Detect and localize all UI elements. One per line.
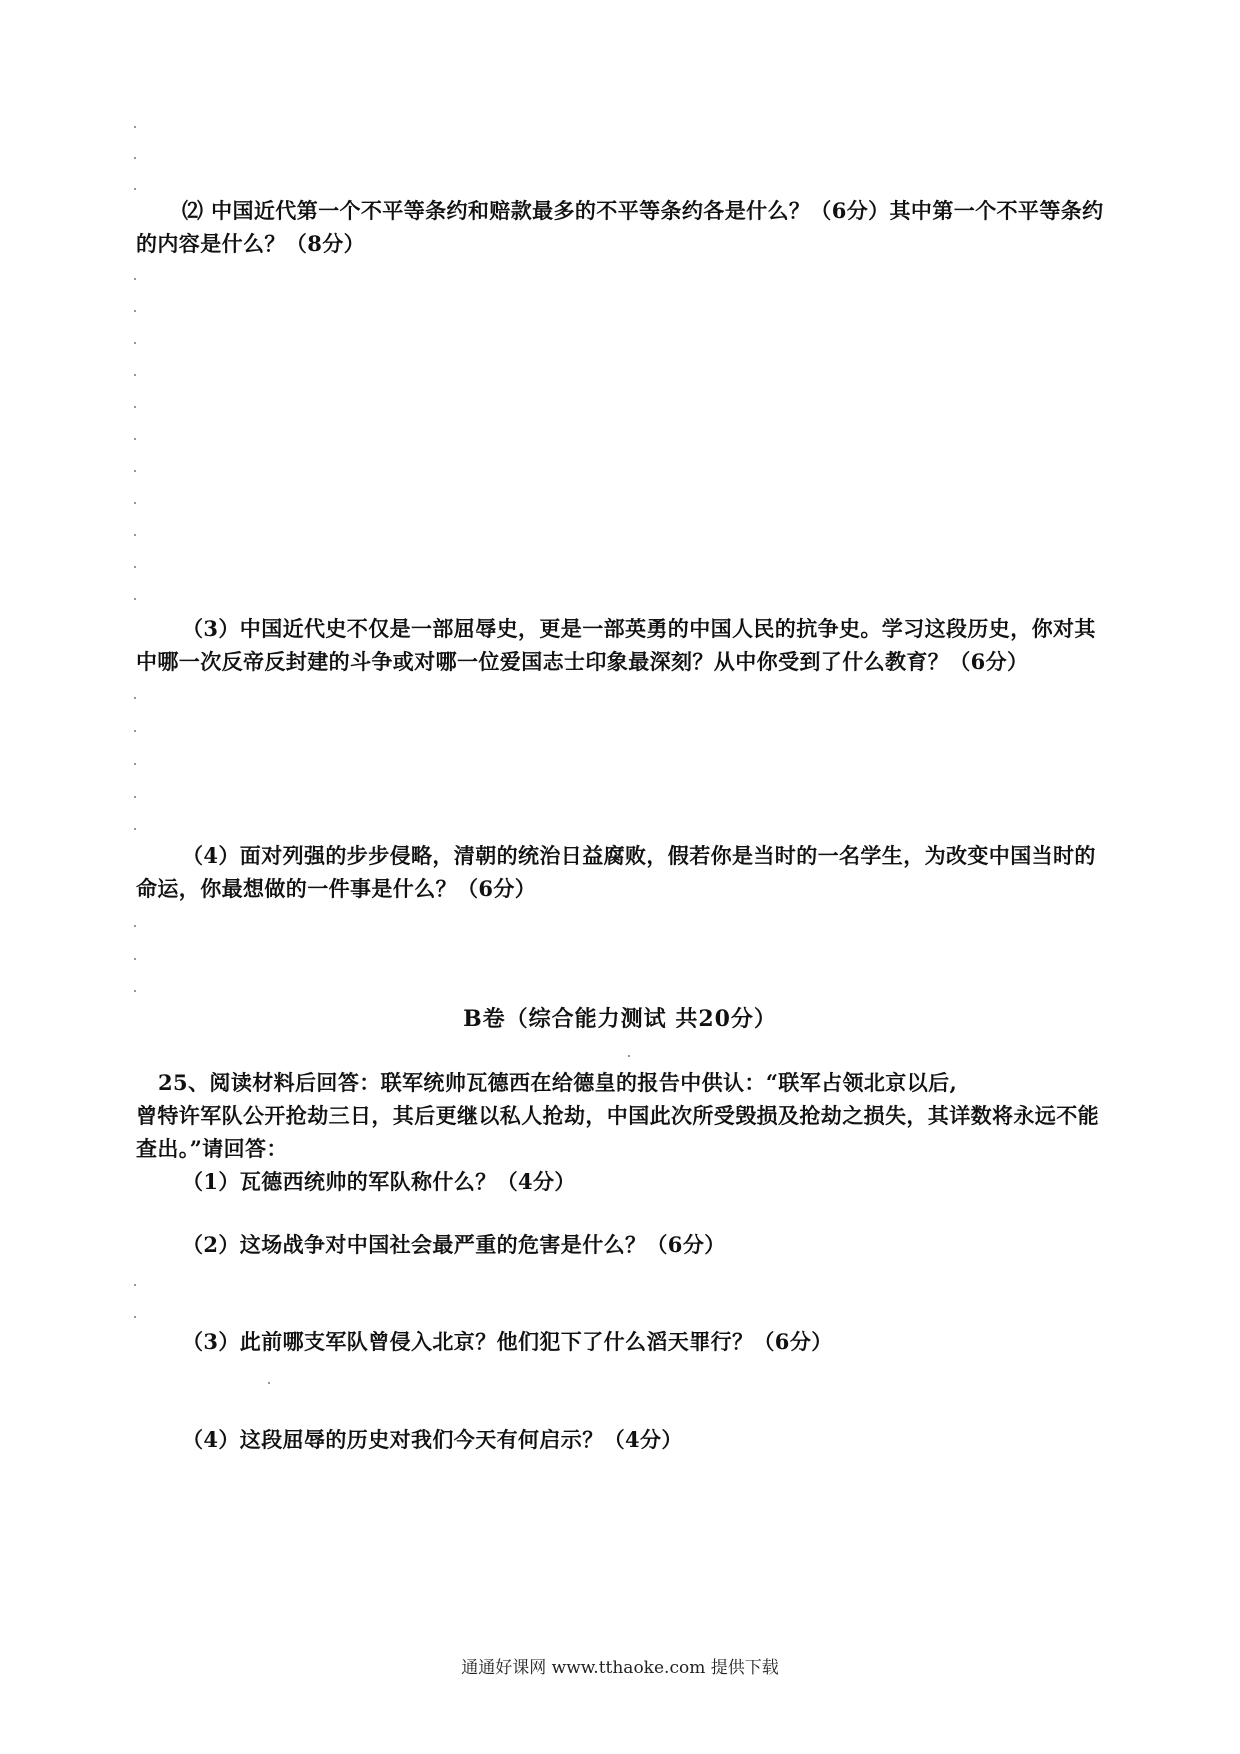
margin-dot [268, 1382, 270, 1384]
q24-part4-line2: 命运，你最想做的一件事是什么？（6分） [136, 876, 537, 901]
margin-dot [134, 697, 136, 699]
margin-dot [134, 1316, 136, 1318]
margin-dot [134, 958, 136, 960]
margin-dot [134, 502, 136, 504]
margin-dot [134, 796, 136, 798]
margin-dot [134, 925, 136, 927]
section-b-title: B卷（综合能力测试 共20分） [463, 1006, 777, 1032]
q24-part2-line2: 的内容是什么？（8分） [136, 231, 366, 256]
margin-dot [628, 1055, 630, 1057]
margin-dot [134, 566, 136, 568]
margin-dot [134, 342, 136, 344]
q25-line3: 查出。”请回答： [136, 1136, 288, 1161]
q25-line2: 曾特许军队公开抢劫三日，其后更继以私人抢劫，中国此次所受毁损及抢劫之损失，其详数将永远不能 [136, 1103, 1099, 1128]
margin-dot [134, 374, 136, 376]
footer-source: 通通好课网 www.tthaoke.com 提供下载 [461, 1658, 779, 1678]
q24-part2-line1: ⑵ 中国近代第一个不平等条约和赔款最多的不平等条约各是什么？（6分）其中第一个不平等条约 [182, 198, 1104, 223]
margin-dot [134, 157, 136, 159]
q24-part3-line1: （3）中国近代史不仅是一部屈辱史，更是一部英勇的中国人民的抗争史。学习这段历史，你对其 [182, 616, 1096, 641]
margin-dot [134, 188, 136, 190]
q25-sub4: （4）这段屈辱的历史对我们今天有何启示？（4分） [182, 1427, 683, 1452]
margin-dot [134, 1284, 136, 1286]
margin-dot [134, 406, 136, 408]
margin-dot [134, 990, 136, 992]
margin-dot [134, 310, 136, 312]
margin-dot [134, 828, 136, 830]
q24-part4-line1: （4）面对列强的步步侵略，清朝的统治日益腐败，假若你是当时的一名学生，为改变中国当时的 [182, 843, 1096, 868]
margin-dot [134, 598, 136, 600]
margin-dot [134, 763, 136, 765]
margin-dot [134, 534, 136, 536]
margin-dot [134, 126, 136, 128]
q25-line1: 25、阅读材料后回答：联军统帅瓦德西在给德皇的报告中供认：“联军占领北京以后, [158, 1070, 958, 1095]
q25-sub2: （2）这场战争对中国社会最严重的危害是什么？（6分） [182, 1232, 726, 1257]
q25-sub1: （1）瓦德西统帅的军队称什么？（4分） [182, 1169, 576, 1194]
margin-dot [134, 730, 136, 732]
q24-part3-line2: 中哪一次反帝反封建的斗争或对哪一位爱国志士印象最深刻？从中你受到了什么教育？（6分） [136, 649, 1029, 674]
margin-dot [134, 470, 136, 472]
margin-dot [134, 278, 136, 280]
margin-dot [134, 438, 136, 440]
q25-sub3: （3）此前哪支军队曾侵入北京？他们犯下了什么滔天罪行？（6分） [182, 1329, 833, 1354]
